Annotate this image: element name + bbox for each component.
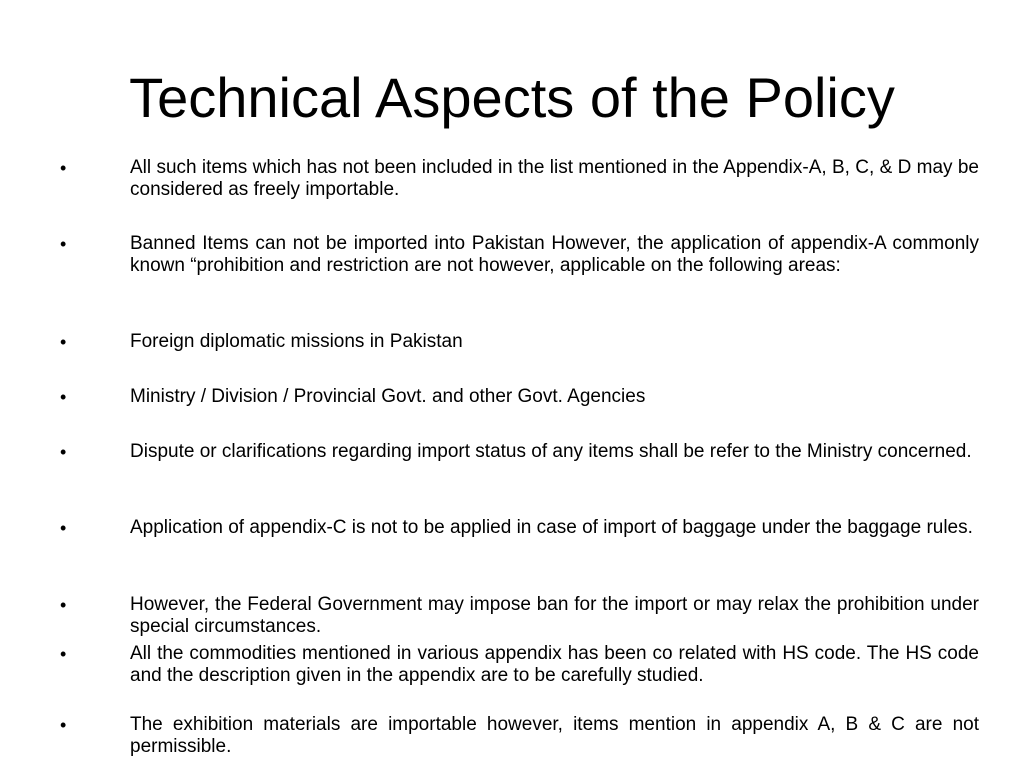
slide-title: Technical Aspects of the Policy bbox=[129, 66, 895, 129]
bullet-dot-icon: • bbox=[60, 595, 67, 615]
bullet-dot-icon: • bbox=[60, 518, 67, 538]
bullet-dot-icon: • bbox=[60, 387, 67, 407]
bullet-text: Banned Items can not be imported into Pakistan However, the application of appendix-A commonly known “prohibition and restriction are not however, applicable on the following areas: bbox=[130, 233, 979, 276]
bullet-text: Dispute or clarifications regarding import status of any items shall be refer to the Ministry concerned. bbox=[130, 441, 972, 462]
bullet-dot-icon: • bbox=[60, 158, 67, 178]
bullet-dot-icon: • bbox=[60, 644, 67, 664]
bullet-text: Application of appendix-C is not to be applied in case of import of baggage under the baggage rules. bbox=[130, 517, 973, 538]
bullet-text: All the commodities mentioned in various appendix has been co related with HS code. The HS code and the description given in the appendix are to be carefully studied. bbox=[130, 643, 979, 686]
bullet-text: However, the Federal Government may impose ban for the import or may relax the prohibition under special circumstances. bbox=[130, 594, 979, 637]
bullet-dot-icon: • bbox=[60, 442, 67, 462]
bullet-dot-icon: • bbox=[60, 715, 67, 735]
bullet-dot-icon: • bbox=[60, 234, 67, 254]
bullet-text: Foreign diplomatic missions in Pakistan bbox=[130, 331, 463, 352]
bullet-dot-icon: • bbox=[60, 332, 67, 352]
bullet-text: The exhibition materials are importable however, items mention in appendix A, B & C are not permissible. bbox=[130, 714, 979, 757]
bullet-text: All such items which has not been included in the list mentioned in the Appendix-A, B, C, & D may be considered as freely importable. bbox=[130, 157, 979, 200]
bullet-text: Ministry / Division / Provincial Govt. and other Govt. Agencies bbox=[130, 386, 646, 407]
